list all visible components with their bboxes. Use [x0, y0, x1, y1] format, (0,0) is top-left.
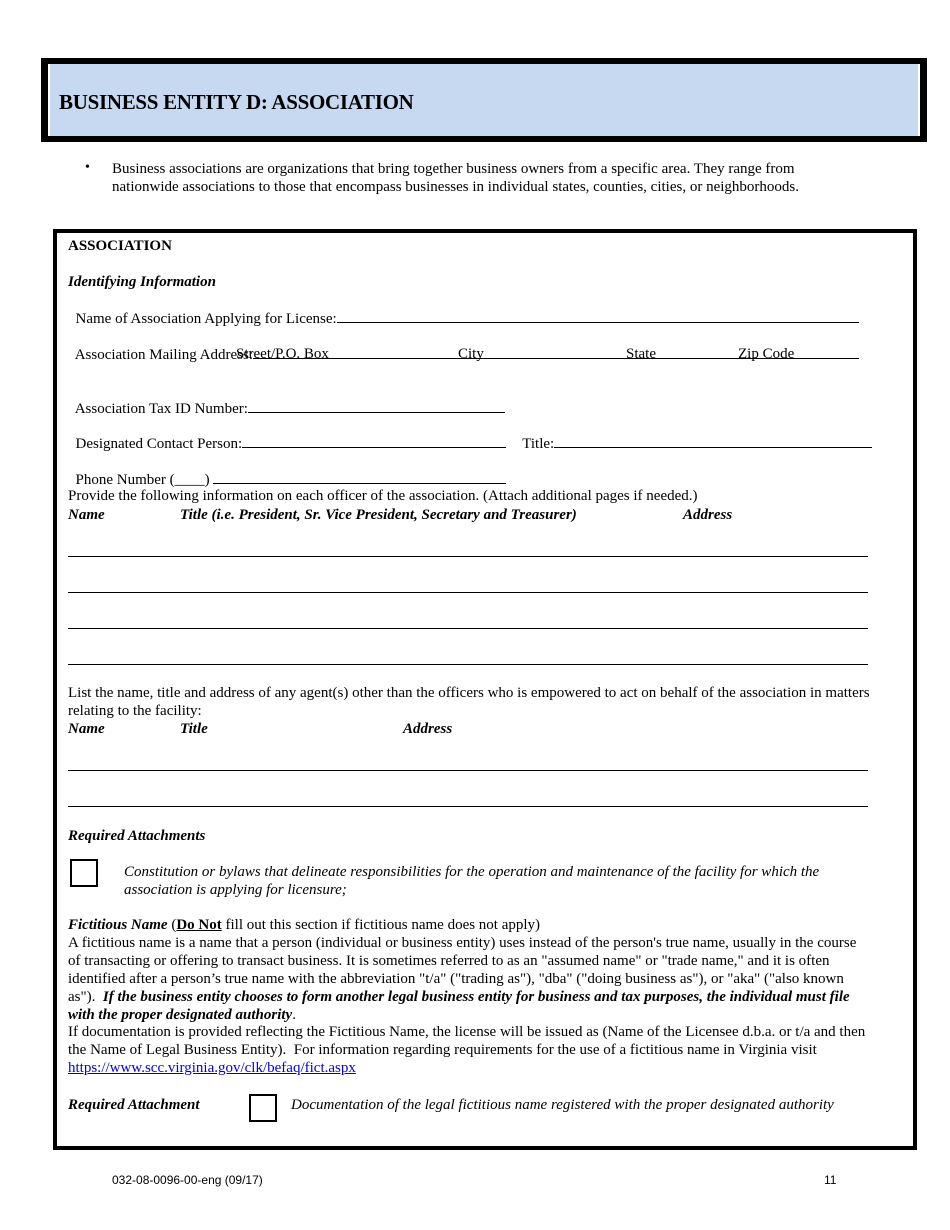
- agents-col-name: Name: [68, 721, 105, 737]
- fictitious-emphasis: with the proper designated authority: [68, 1007, 293, 1023]
- address-sub-state: State: [626, 346, 656, 362]
- officer-entry-line[interactable]: [68, 664, 868, 665]
- officers-col-title: Title (i.e. President, Sr. Vice President, Secretary and Treasurer): [180, 507, 577, 523]
- banner-fill: [48, 64, 920, 136]
- contact-title-row: [515, 417, 872, 453]
- form-section-title: ASSOCIATION: [68, 238, 172, 254]
- required-attachments-heading: Required Attachments: [68, 828, 206, 844]
- phone-label: Phone Number (____): [75, 472, 210, 488]
- phone-row: [68, 453, 506, 489]
- fictitious-heading-row: [68, 917, 540, 934]
- agents-instruction: List the name, title and address of any agent(s) other than the officers who is empowered to act on behalf of the association in matters: [68, 685, 870, 701]
- fictitious-heading: Fictitious Name: [68, 917, 168, 933]
- contact-label: Designated Contact Person:: [75, 436, 243, 452]
- fictitious-heading-rest: fill out this section if fictitious name does not apply): [221, 917, 541, 933]
- tax-id-label: Association Tax ID Number:: [74, 401, 248, 417]
- agents-col-title: Title: [180, 721, 208, 737]
- agents-col-address: Address: [403, 721, 453, 737]
- address-sub-city: City: [458, 346, 484, 362]
- fictitious-text: the Name of Legal Business Entity). For information regarding requirements for the use of a fictitious name in Virginia visit: [68, 1042, 817, 1058]
- scc-virginia-link[interactable]: https://www.scc.virginia.gov/clk/befaq/fict.aspx: [68, 1060, 356, 1076]
- section-banner: [41, 58, 927, 142]
- agent-entry-line[interactable]: [68, 806, 868, 807]
- bullet-icon: •: [85, 160, 90, 175]
- agent-entry-line[interactable]: [68, 770, 868, 771]
- do-not-label: Do Not: [176, 917, 222, 933]
- fictitious-text-row: [68, 989, 850, 1006]
- address-sub-street: Street/P.O. Box: [236, 346, 329, 362]
- page-number: 11: [824, 1173, 837, 1187]
- intro-line: nationwide associations to those that encompass businesses in individual states, counties, cities, or neighborhoods.: [112, 179, 799, 195]
- fictitious-text-row: [68, 1007, 296, 1024]
- form-number: 032-08-0096-00-eng (09/17): [112, 1173, 263, 1187]
- attachment-text: Constitution or bylaws that delineate responsibilities for the operation and maintenance of the facility for which the: [124, 864, 820, 880]
- tax-id-field[interactable]: [248, 399, 505, 413]
- tax-id-row: [68, 382, 505, 418]
- bylaws-checkbox[interactable]: [70, 859, 98, 887]
- fictitious-text: identified after a person’s true name with the abbreviation "t/a" ("trading as"), "dba" ("doing business as"), or "aka" ("also known: [68, 971, 844, 987]
- page-title: BUSINESS ENTITY D: ASSOCIATION: [59, 90, 414, 114]
- contact-title-field[interactable]: [554, 434, 872, 448]
- association-name-row: [68, 292, 859, 328]
- fictitious-text: If documentation is provided reflecting the Fictitious Name, the license will be issued as (Name of the Licensee d.b.a. or t/a and then: [68, 1024, 866, 1040]
- address-sub-zip: Zip Code: [738, 346, 795, 362]
- fictitious-text: as").: [68, 989, 103, 1005]
- officer-entry-line[interactable]: [68, 628, 868, 629]
- mailing-address-label: Association Mailing Address:: [74, 347, 254, 363]
- fictitious-emphasis: If the business entity chooses to form another legal business entity for business and tax purposes, the individual must file: [102, 989, 850, 1005]
- fictitious-text: .: [292, 1007, 296, 1023]
- fictitious-doc-checkbox[interactable]: [249, 1094, 277, 1122]
- officer-entry-line[interactable]: [68, 556, 868, 557]
- officers-instruction: Provide the following information on each officer of the association. (Attach additional pages if needed.): [68, 488, 698, 504]
- required-attachment-label: Required Attachment: [68, 1097, 200, 1113]
- contact-row: [68, 417, 506, 453]
- fictitious-link-row: [68, 1060, 356, 1077]
- paren-open: (: [167, 917, 177, 933]
- required-attachment-text: Documentation of the legal fictitious name registered with the proper designated authority: [291, 1097, 834, 1113]
- officers-col-name: Name: [68, 507, 105, 523]
- officer-entry-line[interactable]: [68, 592, 868, 593]
- agents-instruction: relating to the facility:: [68, 703, 202, 719]
- phone-field[interactable]: [213, 470, 506, 484]
- fictitious-text: A fictitious name is a name that a person (individual or business entity) uses instead of the person's true name, usually in the course: [68, 935, 857, 951]
- contact-title-label: Title:: [522, 436, 555, 452]
- association-name-label: Name of Association Applying for License:: [75, 311, 337, 327]
- contact-field[interactable]: [242, 434, 506, 448]
- association-name-field[interactable]: [337, 309, 859, 323]
- officers-col-address: Address: [683, 507, 733, 523]
- attachment-text: association is applying for licensure;: [124, 882, 347, 898]
- identifying-heading: Identifying Information: [68, 274, 216, 290]
- intro-line: Business associations are organizations that bring together business owners from a specific area. They range from: [112, 161, 795, 177]
- intro-text: [112, 160, 872, 196]
- fictitious-text: of transacting or offering to transact business. It is sometimes referred to as an "assumed name" or "trade name," and it is often: [68, 953, 830, 969]
